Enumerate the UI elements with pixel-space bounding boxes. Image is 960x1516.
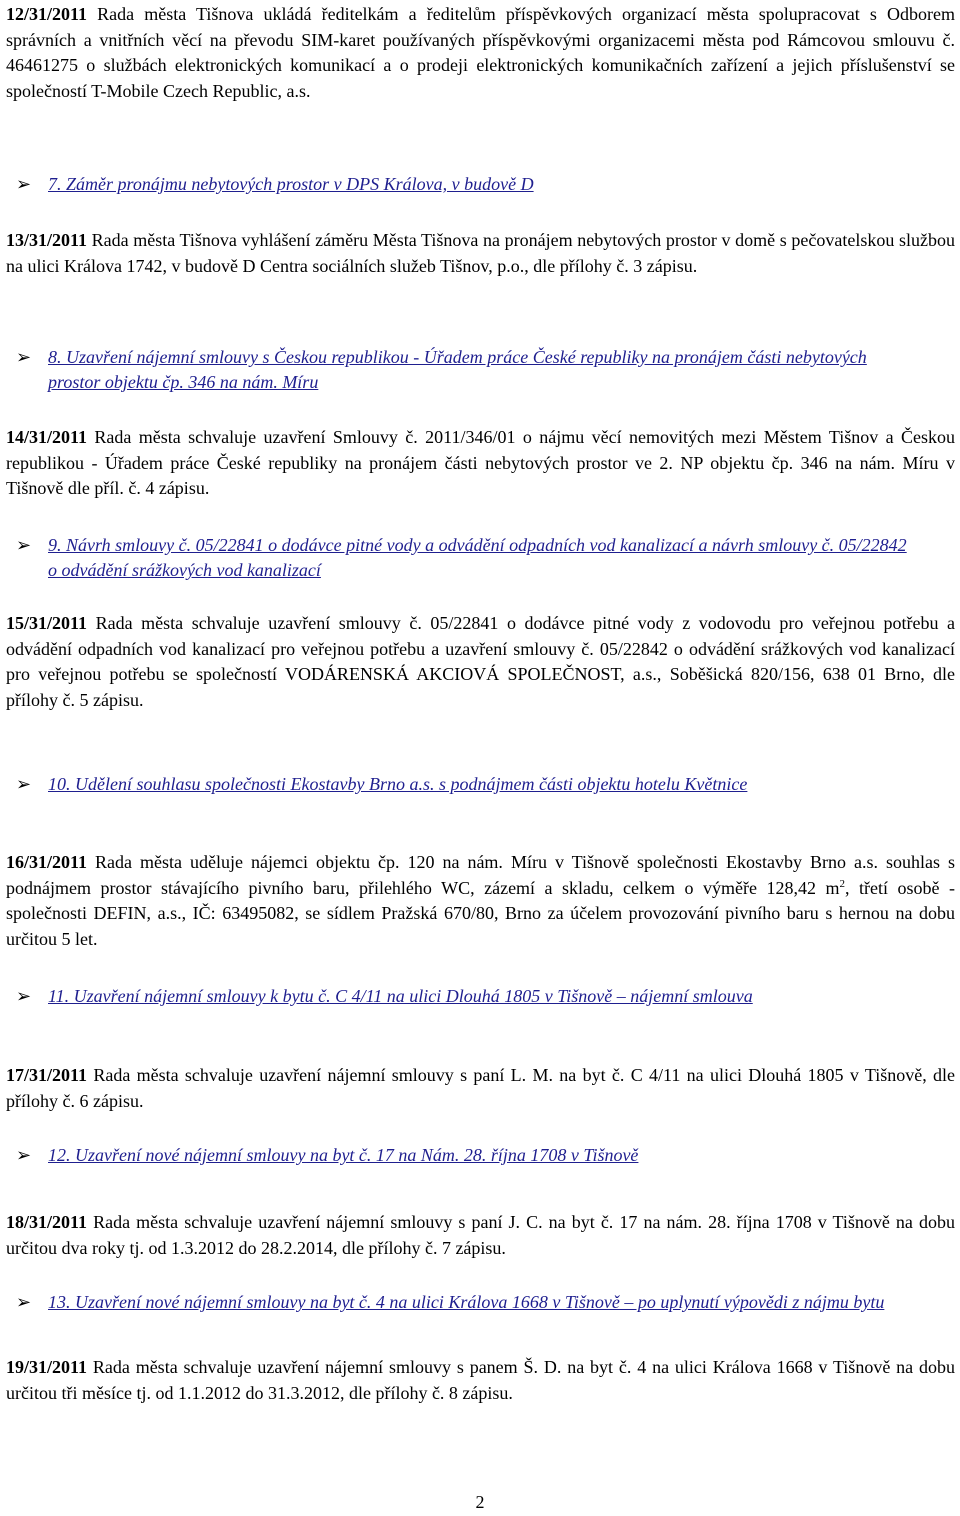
section-heading-12	[16, 1143, 916, 1168]
resolution-id: 17/31/2011	[6, 1065, 88, 1085]
resolution-15	[6, 611, 955, 713]
arrow-bullet-icon: ➢	[16, 1292, 32, 1312]
resolution-id: 18/31/2011	[6, 1212, 88, 1232]
resolution-id: 16/31/2011	[6, 852, 88, 872]
section-heading-10	[16, 772, 916, 797]
resolution-16	[6, 850, 955, 952]
heading-text: 11. Uzavření nájemní smlouvy k bytu č. C 4/11 na ulici Dlouhá 1805 v Tišnově – nájemní smlouva	[48, 986, 753, 1006]
resolution-text: Rada města schvaluje uzavření smlouvy č. 05/22841 o dodávce pitné vody z vodovodu pro veřejnou potřebu a odvádění odpadních vod kanalizací pro veřejnou potřebu a uzavření smlouvy č. 05/22842 o odvádění srážkových vod kanalizací pro veřejnou potřebu se společností VODÁRENSKÁ AKCIOVÁ SPOLEČNOST, a.s., Soběšická 820/156, 638 01 Brno, dle přílohy č. 5 zápisu.	[6, 613, 955, 710]
resolution-18	[6, 1210, 955, 1261]
resolution-text-cont: , třetí osobě - společnosti DEFIN, a.s., IČ: 63495082, se sídlem Pražská 670/80, Brno za účelem provozování pivního baru s hernou na dobu určitou 5 let.	[6, 877, 955, 949]
section-heading-8	[16, 345, 916, 395]
resolution-13	[6, 228, 955, 279]
resolution-id: 13/31/2011	[6, 230, 88, 250]
resolution-17	[6, 1063, 955, 1114]
resolution-text: Rada města schvaluje uzavření nájemní smlouvy s panem Š. D. na byt č. 4 na ulici Králova 1668 v Tišnově na dobu určitou tři měsíce tj. od 1.1.2012 do 31.3.2012, dle přílohy č. 8 zápisu.	[6, 1357, 955, 1403]
arrow-bullet-icon: ➢	[16, 774, 32, 794]
resolution-12	[6, 2, 955, 104]
resolution-id: 12/31/2011	[6, 4, 88, 24]
heading-text: 10. Udělení souhlasu společnosti Ekostavby Brno a.s. s podnájmem části objektu hotelu Květnice	[48, 774, 748, 794]
resolution-text: Rada města schvaluje uzavření Smlouvy č. 2011/346/01 o nájmu věcí nemovitých mezi Městem Tišnov a Českou republikou - Úřadem práce České republiky na pronájem části nebytových prostor ve 2. NP objektu čp. 346 na nám. Míru v Tišnově dle příl. č. 4 zápisu.	[6, 427, 955, 498]
arrow-bullet-icon: ➢	[16, 986, 32, 1006]
heading-text: 8. Uzavření nájemní smlouvy s Českou republikou - Úřadem práce České republiky na pronájem části nebytových prostor objektu čp. 346 na nám. Míru	[48, 347, 867, 392]
resolution-text: Rada města schvaluje uzavření nájemní smlouvy s paní J. C. na byt č. 17 na nám. 28. října 1708 v Tišnově na dobu určitou dva roky tj. od 1.3.2012 do 28.2.2014, dle přílohy č. 7 zápisu.	[6, 1212, 955, 1258]
resolution-id: 15/31/2011	[6, 613, 88, 633]
resolution-id: 14/31/2011	[6, 427, 88, 447]
heading-text: 9. Návrh smlouvy č. 05/22841 o dodávce pitné vody a odvádění odpadních vod kanalizací a návrh smlouvy č. 05/22842 o odvádění srážkových vod kanalizací	[48, 535, 907, 580]
section-heading-11	[16, 984, 916, 1009]
page-number: 2	[475, 1492, 485, 1512]
section-heading-7	[16, 172, 916, 197]
arrow-bullet-icon: ➢	[16, 347, 32, 367]
resolution-19	[6, 1355, 955, 1406]
arrow-bullet-icon: ➢	[16, 174, 32, 194]
resolution-text: Rada města Tišnova vyhlášení záměru Města Tišnova na pronájem nebytových prostor v domě s pečovatelskou službou na ulici Králova 1742, v budově D Centra sociálních služeb Tišnov, p.o., dle přílohy č. 3 zápisu.	[6, 230, 955, 276]
resolution-text: Rada města schvaluje uzavření nájemní smlouvy s paní L. M. na byt č. C 4/11 na ulici Dlouhá 1805 v Tišnově, dle přílohy č. 6 zápisu.	[6, 1065, 955, 1111]
heading-text: 7. Záměr pronájmu nebytových prostor v DPS Králova, v budově D	[48, 174, 534, 194]
section-heading-9	[16, 533, 916, 583]
resolution-id: 19/31/2011	[6, 1357, 88, 1377]
arrow-bullet-icon: ➢	[16, 535, 32, 555]
resolution-14	[6, 425, 955, 502]
superscript: 2	[839, 877, 845, 890]
heading-text: 13. Uzavření nové nájemní smlouvy na byt č. 4 na ulici Králova 1668 v Tišnově – po uplynutí výpovědi z nájmu bytu	[48, 1292, 885, 1312]
arrow-bullet-icon: ➢	[16, 1145, 32, 1165]
resolution-text: Rada města uděluje nájemci objektu čp. 120 na nám. Míru v Tišnově společnosti Ekostavby Brno a.s. souhlas s podnájmem prostor stávajícího pivního baru, přilehlého WC, zázemí a skladu, celkem o výměře 128,42 m	[6, 852, 955, 898]
heading-text: 12. Uzavření nové nájemní smlouvy na byt č. 17 na Nám. 28. října 1708 v Tišnově	[48, 1145, 639, 1165]
section-heading-13	[16, 1290, 916, 1315]
resolution-text: Rada města Tišnova ukládá ředitelkám a ředitelům příspěvkových organizací města spolupracovat s Odborem správních a vnitřních věcí na převodu SIM-karet používaných příspěvkovými organizacemi města pod Rámcovou smlouvu č. 46461275 o službách elektronických komunikací a o prodeji elektronických komunikačních zařízení a jejich příslušenství se společností T-Mobile Czech Republic, a.s.	[6, 4, 955, 101]
